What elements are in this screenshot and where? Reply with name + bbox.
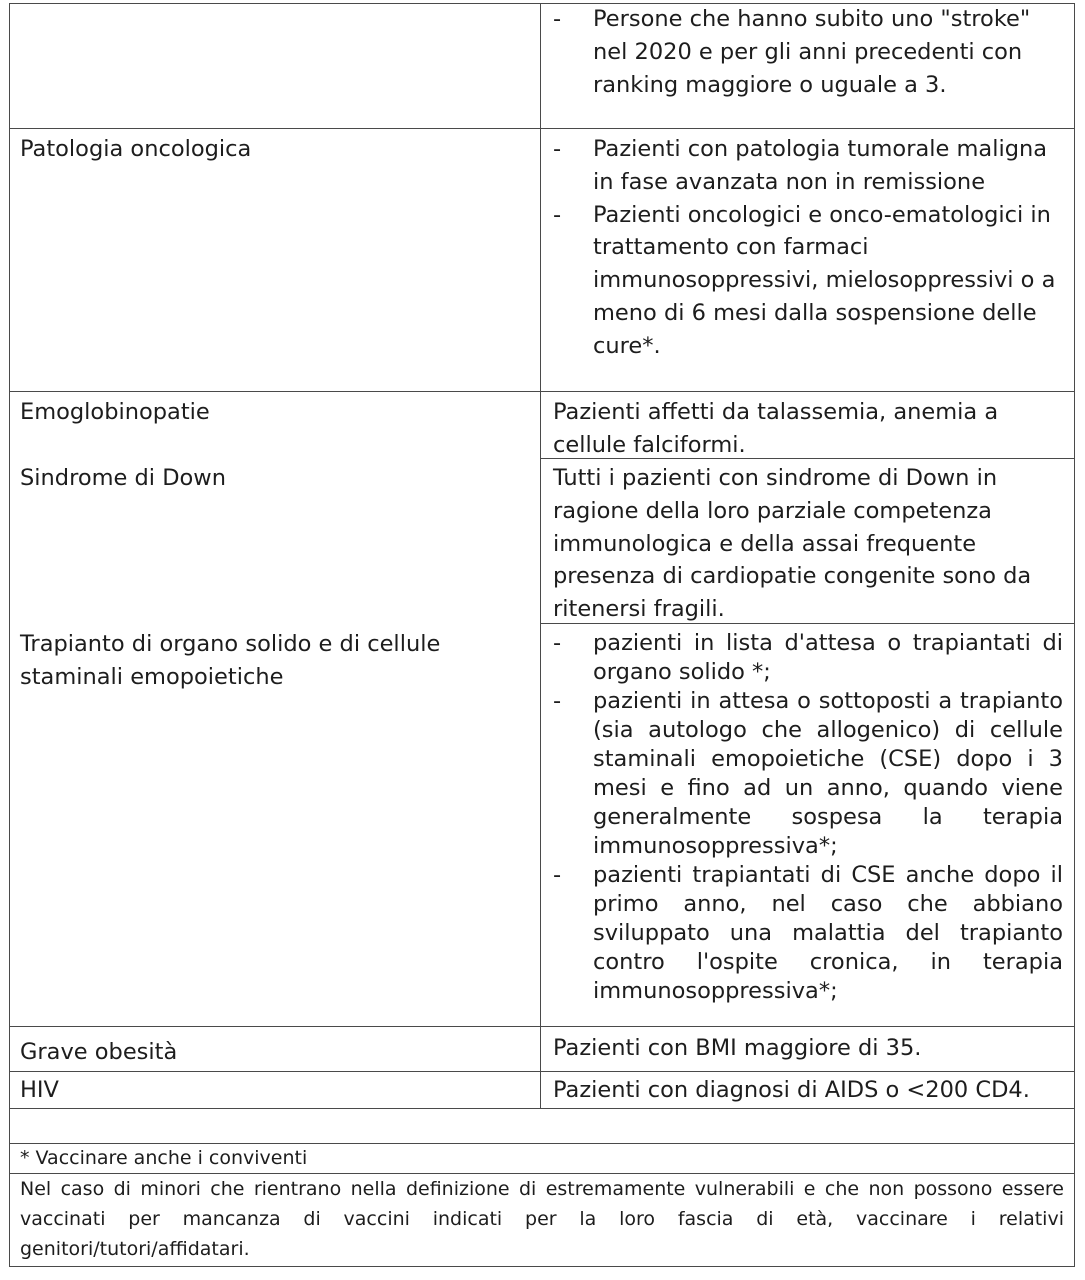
list-item xyxy=(553,3,1063,101)
list-item xyxy=(553,133,1063,199)
criteria-text: Persone che hanno subito uno "stroke" nel 2020 e per gli anni precedenti con ranking maggiore o uguale a 3. xyxy=(593,6,1031,98)
row-stroke-criteria xyxy=(553,3,1063,101)
criteria-text: Tutti i pazienti con sindrome di Down in ragione della loro parziale competenza immunologica e della assai frequente presenza di cardiopatie congenite sono da ritenersi fragili. xyxy=(553,465,1032,623)
criteria-text: Pazienti con diagnosi di AIDS o <200 CD4. xyxy=(553,1077,1030,1103)
criteria-text: pazienti trapiantati di CSE anche dopo il primo anno, nel caso che abbiano sviluppato una malattia del trapianto contro l'ospite cronica, in terapia immunosoppressiva*; xyxy=(593,862,1063,1004)
criteria-text: Pazienti con BMI maggiore di 35. xyxy=(553,1035,922,1061)
bullet-dash: - xyxy=(553,688,562,714)
category-label: Sindrome di Down xyxy=(20,465,226,491)
bullet-dash: - xyxy=(553,136,562,162)
category-label: HIV xyxy=(20,1077,59,1103)
list-item xyxy=(553,199,1063,363)
criteria-text: Pazienti affetti da talassemia, anemia a cellule falciformi. xyxy=(553,399,999,458)
category-label: Grave obesità xyxy=(20,1039,178,1065)
vulnerability-table xyxy=(9,3,1075,1267)
criteria-text: pazienti in lista d'attesa o trapiantati di organo solido *; xyxy=(593,630,1063,685)
category-label: Trapianto di organo solido e di cellule staminali emopoietiche xyxy=(20,631,441,690)
criteria-text: pazienti in attesa o sottoposti a trapianto (sia autologo che allogenico) di cellule staminali emopoietiche (CSE) dopo i 3 mesi e fino ad un anno, quando viene generalmente sospesa la terapia immunosoppressiva*; xyxy=(593,688,1063,859)
footnote: * Vaccinare anche i conviventi xyxy=(20,1147,308,1169)
criteria-text: Pazienti oncologici e onco-ematologici in trattamento con farmaci immunosoppressivi, mielosoppressivi o a meno di 6 mesi dalla sospensione delle cure*. xyxy=(593,201,1056,359)
list-item xyxy=(553,861,1063,1006)
bullet-dash: - xyxy=(553,201,562,228)
row-oncology-criteria xyxy=(553,133,1063,363)
minors-note: Nel caso di minori che rientrano nella definizione di estremamente vulnerabili e che non possono essere vaccinati per mancanza di vaccini indicati per la loro fascia di età, vaccinare i relativi genitori/tutori/affidatari. xyxy=(20,1178,1064,1260)
criteria-text: Pazienti con patologia tumorale maligna in fase avanzata non in remissione xyxy=(593,136,1048,195)
category-label: Emoglobinopatie xyxy=(20,399,210,425)
bullet-dash: - xyxy=(553,630,562,656)
row-transplant-criteria xyxy=(553,629,1063,1006)
list-item xyxy=(553,629,1063,687)
category-label: Patologia oncologica xyxy=(20,136,252,162)
bullet-dash: - xyxy=(553,862,562,888)
bullet-dash: - xyxy=(553,6,562,32)
list-item xyxy=(553,687,1063,861)
